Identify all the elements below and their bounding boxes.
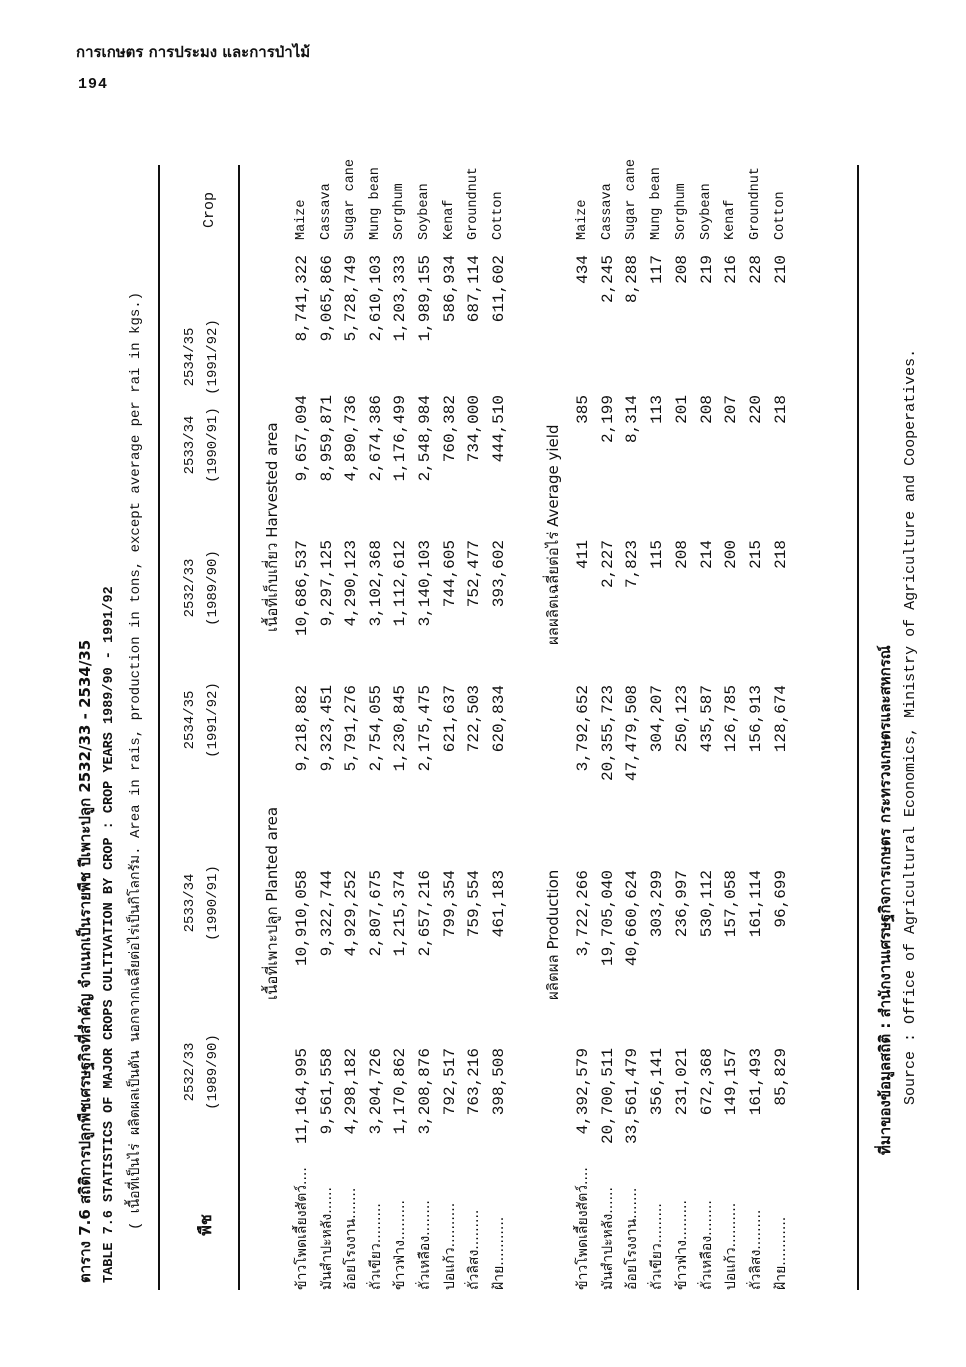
crop-name-thai: ถั่วลิสง......... [466, 1209, 482, 1290]
table-cell: 220 [747, 395, 765, 424]
running-header-title: การเกษตร การประมง และการป่าไม้ [76, 43, 311, 61]
header-bottom-rule [238, 165, 240, 1290]
table-cell: 435,587 [698, 685, 716, 753]
year-header-be: 2532/33 [182, 1042, 198, 1102]
year-header-ce: (1990/91) [205, 407, 221, 483]
crop-name-english: Kenaf [442, 199, 457, 240]
table-cell: 385 [574, 395, 592, 424]
table-cell: 8,741,322 [293, 255, 311, 342]
crop-name-thai: ข้าวฟ่าง......... [674, 1200, 690, 1290]
table-cell: 1,112,612 [391, 540, 409, 627]
table-cell: 20,700,511 [599, 1048, 617, 1145]
table-cell: 434 [574, 255, 592, 284]
table-cell: 2,610,103 [367, 255, 385, 342]
table-cell: 216 [722, 255, 740, 284]
table-cell: 149,157 [722, 1048, 740, 1116]
table-cell: 3,140,103 [416, 540, 434, 627]
crop-name-thai: อ้อยโรงงาน....... [624, 1187, 640, 1290]
table-cell: 117 [648, 255, 666, 284]
table-cell: 759,554 [465, 870, 483, 938]
table-cell: 530,112 [698, 870, 716, 938]
crop-name-thai: ข้าวฟ่าง......... [392, 1200, 408, 1290]
table-title-english: TABLE 7.6 STATISTICS OF MAJOR CROPS CULTIVATION BY CROP : CROP YEARS 1989/90 - 1991/92 [102, 586, 117, 1283]
crop-name-english: Maize [294, 199, 309, 240]
table-cell: 2,548,984 [416, 395, 434, 482]
table-cell: 156,913 [747, 685, 765, 753]
year-header-be: 2533/34 [182, 873, 198, 933]
table-cell: 96,699 [772, 870, 790, 928]
crop-name-thai: มันสำปะหลัง...... [600, 1187, 616, 1290]
table-cell: 304,207 [648, 685, 666, 753]
section-label-average-yield: ผลผลิตเฉลี่ยต่อไร่ Average yield [544, 424, 562, 645]
year-header-be: 2533/34 [182, 415, 198, 475]
table-cell: 218 [772, 540, 790, 569]
crop-name-english: Cassava [319, 183, 334, 240]
table-cell: 40,660,624 [623, 870, 641, 967]
table-cell: 9,218,882 [293, 685, 311, 772]
table-cell: 2,674,386 [367, 395, 385, 482]
table-cell: 4,290,123 [342, 540, 360, 627]
table-cell: 9,323,451 [318, 685, 336, 772]
table-cell: 744,605 [441, 540, 459, 608]
table-cell: 3,102,368 [367, 540, 385, 627]
table-cell: 250,123 [673, 685, 691, 753]
crop-name-english: Mung bean [649, 167, 664, 240]
crop-name-english: Cotton [773, 191, 788, 240]
source-note-thai: ที่มาของข้อมูลสถิติ : สำนักงานเศรษฐกิจการเกษตร กระทรวงเกษตรและสหกรณ์ [876, 645, 894, 1155]
table-cell: 8,288 [623, 255, 641, 304]
table-cell: 126,785 [722, 685, 740, 753]
table-cell: 9,561,558 [318, 1048, 336, 1135]
table-cell: 228 [747, 255, 765, 284]
rotated-statistics-table [70, 155, 930, 1305]
table-cell: 1,170,862 [391, 1048, 409, 1135]
table-cell: 5,728,749 [342, 255, 360, 342]
crop-name-english: Sugar cane [343, 158, 358, 240]
table-cell: 763,216 [465, 1048, 483, 1116]
table-cell: 115 [648, 540, 666, 569]
table-cell: 210 [772, 255, 790, 284]
table-cell: 3,722,266 [574, 870, 592, 957]
table-cell: 10,686,537 [293, 540, 311, 637]
table-cell: 9,322,744 [318, 870, 336, 957]
table-cell: 207 [722, 395, 740, 424]
crop-column-header-english: Crop [201, 192, 218, 229]
table-cell: 47,479,508 [623, 685, 641, 782]
crop-name-english: Kenaf [723, 199, 738, 240]
table-cell: 393,602 [490, 540, 508, 608]
table-cell: 85,829 [772, 1048, 790, 1106]
crop-name-english: Sorghum [674, 183, 689, 240]
year-header-be: 2534/35 [182, 690, 198, 750]
table-cell: 218 [772, 395, 790, 424]
year-header-be: 2532/33 [182, 558, 198, 618]
table-cell: 356,141 [648, 1048, 666, 1116]
table-cell: 11,164,995 [293, 1048, 311, 1145]
table-cell: 10,910,058 [293, 870, 311, 967]
table-cell: 236,997 [673, 870, 691, 938]
table-cell: 1,203,333 [391, 255, 409, 342]
table-cell: 200 [722, 540, 740, 569]
table-cell: 4,298,182 [342, 1048, 360, 1135]
crop-name-english: Maize [575, 199, 590, 240]
table-cell: 215 [747, 540, 765, 569]
table-cell: 201 [673, 395, 691, 424]
table-cell: 621,637 [441, 685, 459, 753]
crop-name-english: Soybean [417, 183, 432, 240]
table-cell: 2,199 [599, 395, 617, 444]
table-cell: 398,508 [490, 1048, 508, 1116]
table-cell: 4,392,579 [574, 1048, 592, 1135]
table-cell: 9,297,125 [318, 540, 336, 627]
crop-name-thai: ถั่วเหลือง........ [699, 1200, 715, 1290]
section-label-harvested-area: เนื้อที่เก็บเกี่ยว Harvested area [263, 422, 281, 632]
table-cell: 734,000 [465, 395, 483, 463]
table-cell: 231,021 [673, 1048, 691, 1116]
table-cell: 722,503 [465, 685, 483, 753]
crop-name-thai: อ้อยโรงงาน....... [343, 1187, 359, 1290]
table-cell: 5,791,276 [342, 685, 360, 772]
crop-name-thai: ถั่วลิสง......... [748, 1209, 764, 1290]
year-header-ce: (1990/91) [205, 865, 221, 941]
table-cell: 799,354 [441, 870, 459, 938]
year-header-ce: (1989/90) [205, 1034, 221, 1110]
table-cell: 2,227 [599, 540, 617, 589]
table-unit-note: ( เนื้อที่เป็นไร่ ผลิตผลเป็นตัน นอกจากเฉลี่ยต่อไร่เป็นกิโลกรัม. Area in rais, production in tons, except average per rai in kgs.) [128, 291, 144, 1230]
table-cell: 411 [574, 540, 592, 569]
table-cell: 208 [673, 255, 691, 284]
table-cell: 2,175,475 [416, 685, 434, 772]
table-cell: 752,477 [465, 540, 483, 608]
table-cell: 461,183 [490, 870, 508, 938]
source-note-english: Source : Office of Agricultural Economics, Ministry of Agriculture and Cooperatives. [902, 348, 919, 1105]
table-cell: 611,602 [490, 255, 508, 323]
crop-name-thai: ถั่วเขียว......... [649, 1203, 665, 1290]
table-cell: 1,215,374 [391, 870, 409, 957]
table-cell: 1,230,845 [391, 685, 409, 772]
table-cell: 3,204,726 [367, 1048, 385, 1135]
table-cell: 20,355,723 [599, 685, 617, 782]
year-header-be: 2534/35 [182, 327, 198, 387]
table-cell: 33,561,479 [623, 1048, 641, 1145]
crop-name-english: Groundnut [466, 167, 481, 240]
table-cell: 1,176,499 [391, 395, 409, 482]
table-cell: 161,114 [747, 870, 765, 938]
table-cell: 208 [673, 540, 691, 569]
table-cell: 620,834 [490, 685, 508, 753]
table-cell: 9,657,094 [293, 395, 311, 482]
table-cell: 792,517 [441, 1048, 459, 1116]
table-cell: 3,792,652 [574, 685, 592, 772]
crop-name-english: Soybean [699, 183, 714, 240]
table-bottom-rule [857, 165, 859, 1290]
table-cell: 3,208,876 [416, 1048, 434, 1135]
table-cell: 208 [698, 395, 716, 424]
crop-name-thai: ปอแก้ว.......... [442, 1202, 458, 1290]
crop-name-english: Groundnut [748, 167, 763, 240]
year-header-ce: (1989/90) [205, 550, 221, 626]
section-label-production: ผลิตผล Production [544, 869, 562, 1000]
table-cell: 7,823 [623, 540, 641, 589]
table-cell: 303,299 [648, 870, 666, 938]
table-cell: 219 [698, 255, 716, 284]
crop-name-thai: มันสำปะหลัง...... [319, 1187, 335, 1290]
table-cell: 2,657,216 [416, 870, 434, 957]
crop-name-english: Cassava [600, 183, 615, 240]
table-cell: 161,493 [747, 1048, 765, 1116]
crop-name-english: Mung bean [368, 167, 383, 240]
crop-column-header-thai: พืช [196, 1214, 215, 1236]
table-cell: 760,382 [441, 395, 459, 463]
table-cell: 2,754,055 [367, 685, 385, 772]
table-cell: 444,510 [490, 395, 508, 463]
year-header-ce: (1991/92) [205, 319, 221, 395]
table-cell: 19,705,040 [599, 870, 617, 967]
table-cell: 4,890,736 [342, 395, 360, 482]
crop-name-thai: ฝ้าย........... [491, 1216, 507, 1290]
table-cell: 2,245 [599, 255, 617, 304]
table-cell: 672,368 [698, 1048, 716, 1116]
crop-name-thai: ถั่วเหลือง........ [417, 1200, 433, 1290]
table-cell: 214 [698, 540, 716, 569]
table-cell: 586,934 [441, 255, 459, 323]
table-cell: 157,058 [722, 870, 740, 938]
table-cell: 9,065,866 [318, 255, 336, 342]
crop-name-thai: ข้าวโพดเลี้ยงสัตว์.... [575, 1167, 591, 1290]
crop-name-thai: ปอแก้ว.......... [723, 1202, 739, 1290]
table-cell: 8,314 [623, 395, 641, 444]
crop-name-thai: ถั่วเขียว......... [368, 1203, 384, 1290]
crop-name-thai: ฝ้าย........... [773, 1216, 789, 1290]
table-cell: 128,674 [772, 685, 790, 753]
table-cell: 4,929,252 [342, 870, 360, 957]
crop-name-english: Cotton [491, 191, 506, 240]
table-top-rule [158, 165, 160, 1290]
crop-name-thai: ข้าวโพดเลี้ยงสัตว์.... [294, 1167, 310, 1290]
table-cell: 687,114 [465, 255, 483, 323]
year-header-ce: (1991/92) [205, 682, 221, 758]
crop-name-english: Sugar cane [624, 158, 639, 240]
table-cell: 113 [648, 395, 666, 424]
table-title-thai: ตาราง 7.6 สถิติการปลูกพืชเศรษฐกิจที่สำคัญ จำแนกเป็นรายพืช ปีเพาะปลูก 2532/33 - 2534/35 [76, 639, 94, 1283]
section-label-planted-area: เนื้อที่เพาะปลูก Planted area [263, 806, 281, 1000]
table-cell: 1,989,155 [416, 255, 434, 342]
crop-name-english: Sorghum [392, 183, 407, 240]
table-cell: 8,959,871 [318, 395, 336, 482]
table-cell: 2,807,675 [367, 870, 385, 957]
page-number: 194 [78, 76, 109, 93]
